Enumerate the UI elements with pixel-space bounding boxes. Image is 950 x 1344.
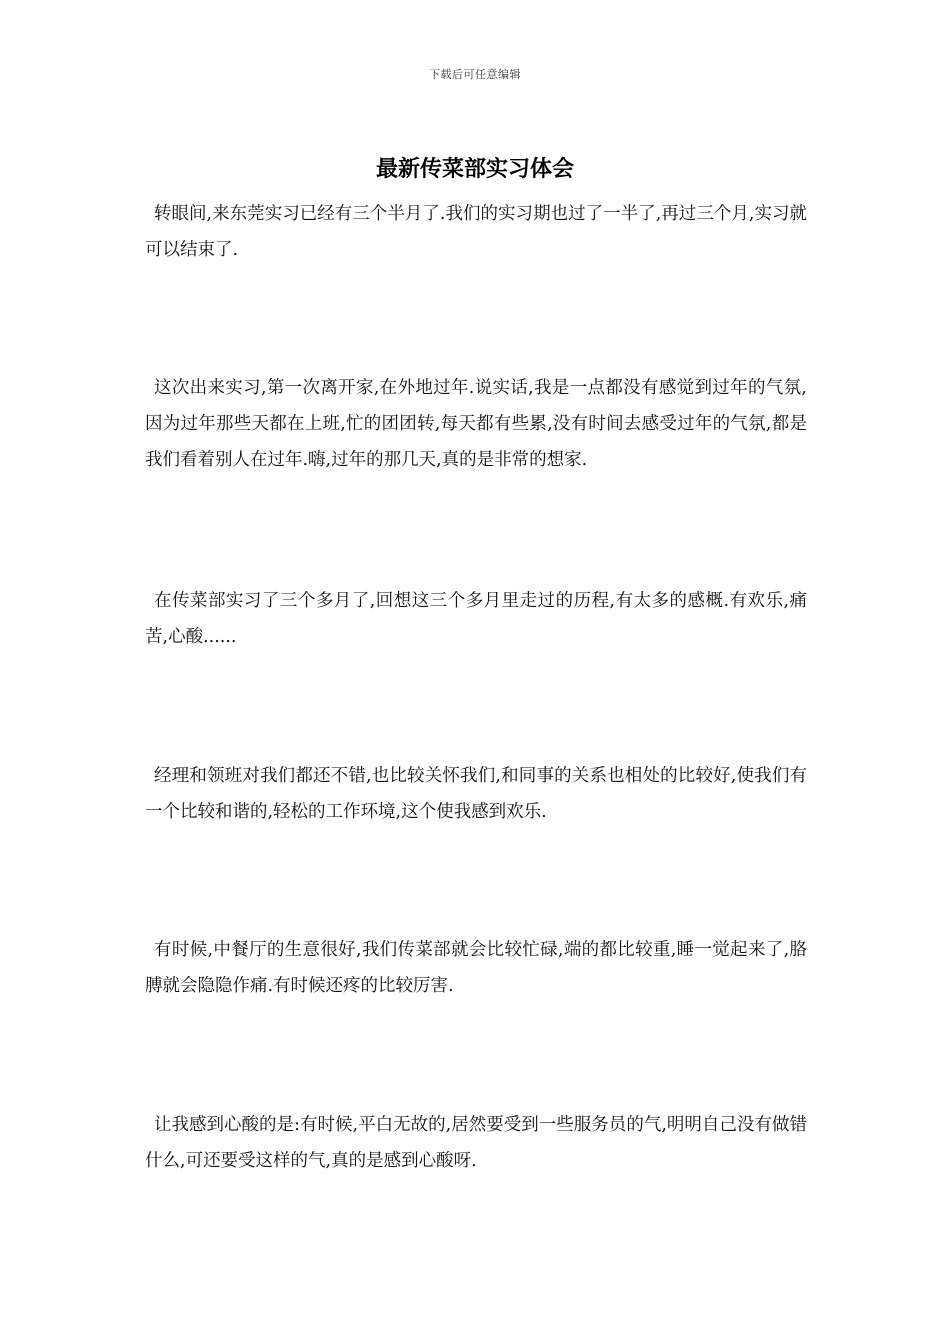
paragraph-1: 转眼间,来东莞实习已经有三个半月了.我们的实习期也过了一半了,再过三个月,实习就可以结束了. bbox=[145, 204, 807, 260]
paragraph-4: 经理和领班对我们都还不错,也比较关怀我们,和同事的关系也相处的比较好,使我们有一个比较和谐的,轻松的工作环境,这个使我感到欢乐. bbox=[145, 766, 807, 822]
paragraph-5: 有时候,中餐厅的生意很好,我们传菜部就会比较忙碌,端的都比较重,睡一觉起来了,胳膊就会隐隐作痛.有时候还疼的比较厉害. bbox=[145, 940, 807, 996]
paragraph-2: 这次出来实习,第一次离开家,在外地过年.说实话,我是一点都没有感觉到过年的气氛,因为过年那些天都在上班,忙的团团转,每天都有些累,没有时间去感受过年的气氛,都是我们看着别人在过年.嗨,过年的那几天,真的是非常的想家. bbox=[145, 378, 807, 470]
paragraph-3: 在传菜部实习了三个多月了,回想这三个多月里走过的历程,有太多的感概.有欢乐,痛苦,心酸...... bbox=[145, 591, 807, 647]
document-title: 最新传菜部实习体会 bbox=[375, 157, 574, 182]
header-note: 下载后可任意编辑 bbox=[429, 68, 521, 81]
paragraph-6: 让我感到心酸的是:有时候,平白无故的,居然要受到一些服务员的气,明明自己没有做错什么,可还要受这样的气,真的是感到心酸呀. bbox=[145, 1115, 807, 1171]
